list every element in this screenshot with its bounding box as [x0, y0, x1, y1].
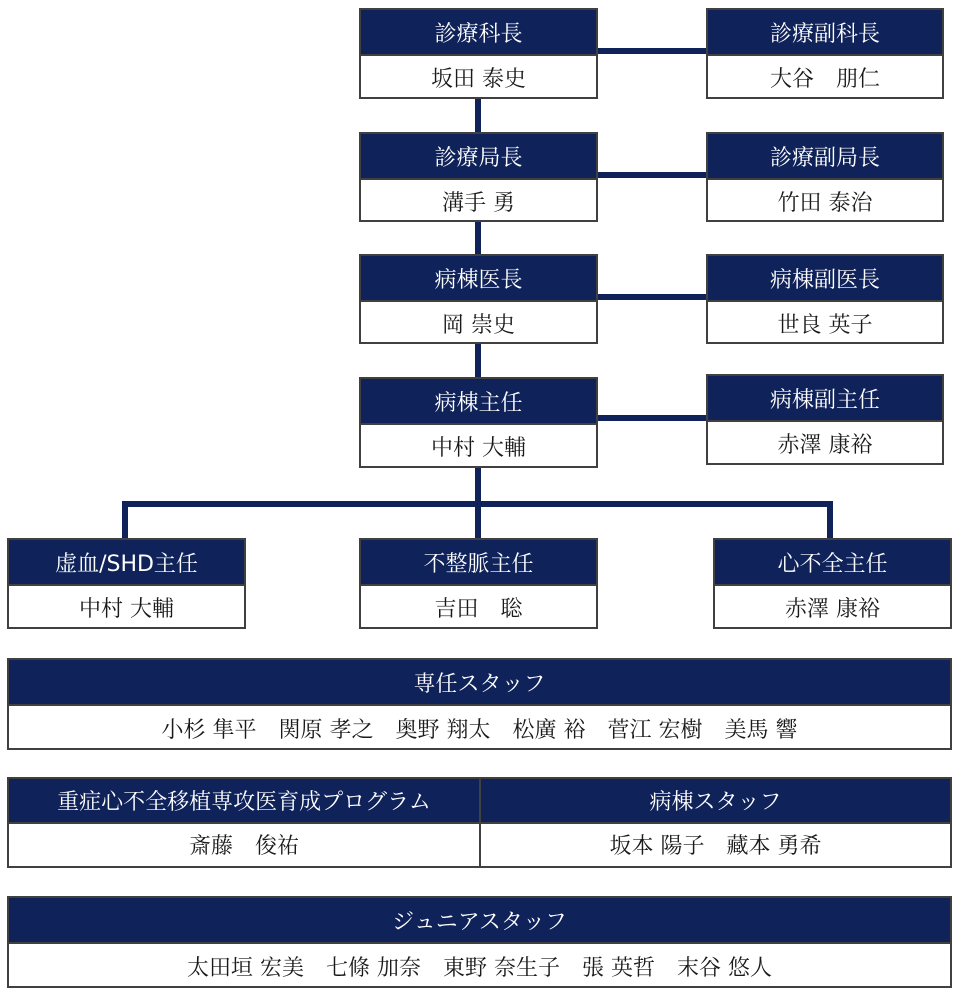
group-members: 太田垣 宏美 七條 加奈 東野 奈生子 張 英哲 末谷 悠人: [187, 955, 772, 981]
role-box-chief: [359, 8, 598, 99]
role-box-vice-ward-lead: [706, 374, 944, 465]
group-box-transplant-program: [9, 779, 479, 866]
role-title: 診療科長: [361, 10, 596, 56]
group-row-split: [7, 777, 952, 868]
role-title: 病棟医長: [361, 256, 596, 302]
connector-director-wardhead: [475, 221, 481, 256]
role-title: 心不全主任: [715, 540, 950, 586]
connector-horizontal-branch: [122, 501, 833, 507]
role-box-arrhythmia-lead: [359, 538, 598, 629]
group-title: 重症心不全移植専攻医育成プログラム: [9, 779, 479, 824]
role-title: 病棟主任: [361, 379, 596, 425]
role-title: 病棟副医長: [708, 256, 942, 302]
connector-wardhead-vice: [596, 294, 708, 300]
role-name: 大谷 朋仁: [769, 67, 880, 92]
role-title: 不整脈主任: [361, 540, 596, 586]
connector-chief-director: [475, 98, 481, 133]
role-box-vice-ward-head: [706, 254, 944, 344]
role-box-vice-chief: [706, 8, 944, 99]
group-title: ジュニアスタッフ: [9, 898, 950, 944]
group-box-ward-staff: [479, 779, 950, 866]
group-title: 病棟スタッフ: [481, 779, 950, 824]
role-box-director: [359, 132, 598, 222]
connector-branch-left: [122, 501, 128, 539]
role-name: 竹田 泰治: [777, 190, 873, 216]
role-name: 赤澤 康裕: [777, 433, 873, 458]
role-box-heart-failure-lead: [713, 538, 952, 629]
role-title: 診療副局長: [708, 134, 942, 180]
role-name: 中村 大輔: [431, 436, 526, 461]
connector-branch-right: [827, 501, 833, 539]
role-box-vice-director: [706, 132, 944, 222]
role-name: 中村 大輔: [79, 597, 174, 622]
role-name: 吉田 聡: [434, 597, 523, 622]
connector-wardhead-wardlead: [475, 343, 481, 379]
group-box-dedicated-staff: [7, 658, 952, 750]
role-name: 赤澤 康裕: [785, 597, 880, 622]
role-name: 岡 崇史: [442, 312, 515, 338]
group-members: 斎藤 俊祐: [188, 834, 299, 860]
group-box-junior-staff: [7, 896, 952, 988]
connector-chief-vice: [596, 48, 708, 54]
role-name: 溝手 勇: [442, 190, 515, 216]
role-name: 世良 英子: [777, 312, 873, 338]
group-members: 坂本 陽子 藏本 勇希: [609, 834, 822, 860]
role-box-ward-lead: [359, 377, 598, 468]
group-title: 専任スタッフ: [9, 660, 950, 706]
connector-wardlead-vice: [596, 415, 708, 421]
role-title: 病棟副主任: [708, 376, 942, 422]
role-title: 診療局長: [361, 134, 596, 180]
connector-director-vice: [596, 172, 708, 178]
role-title: 虚血/SHD主任: [9, 540, 244, 586]
role-name: 坂田 泰史: [431, 67, 526, 92]
role-box-ward-head: [359, 254, 598, 344]
group-members: 小杉 隼平 関原 孝之 奥野 翔太 松廣 裕 菅江 宏樹 美馬 響: [161, 717, 798, 743]
role-box-ischemia-lead: [7, 538, 246, 629]
role-title: 診療副科長: [708, 10, 942, 56]
